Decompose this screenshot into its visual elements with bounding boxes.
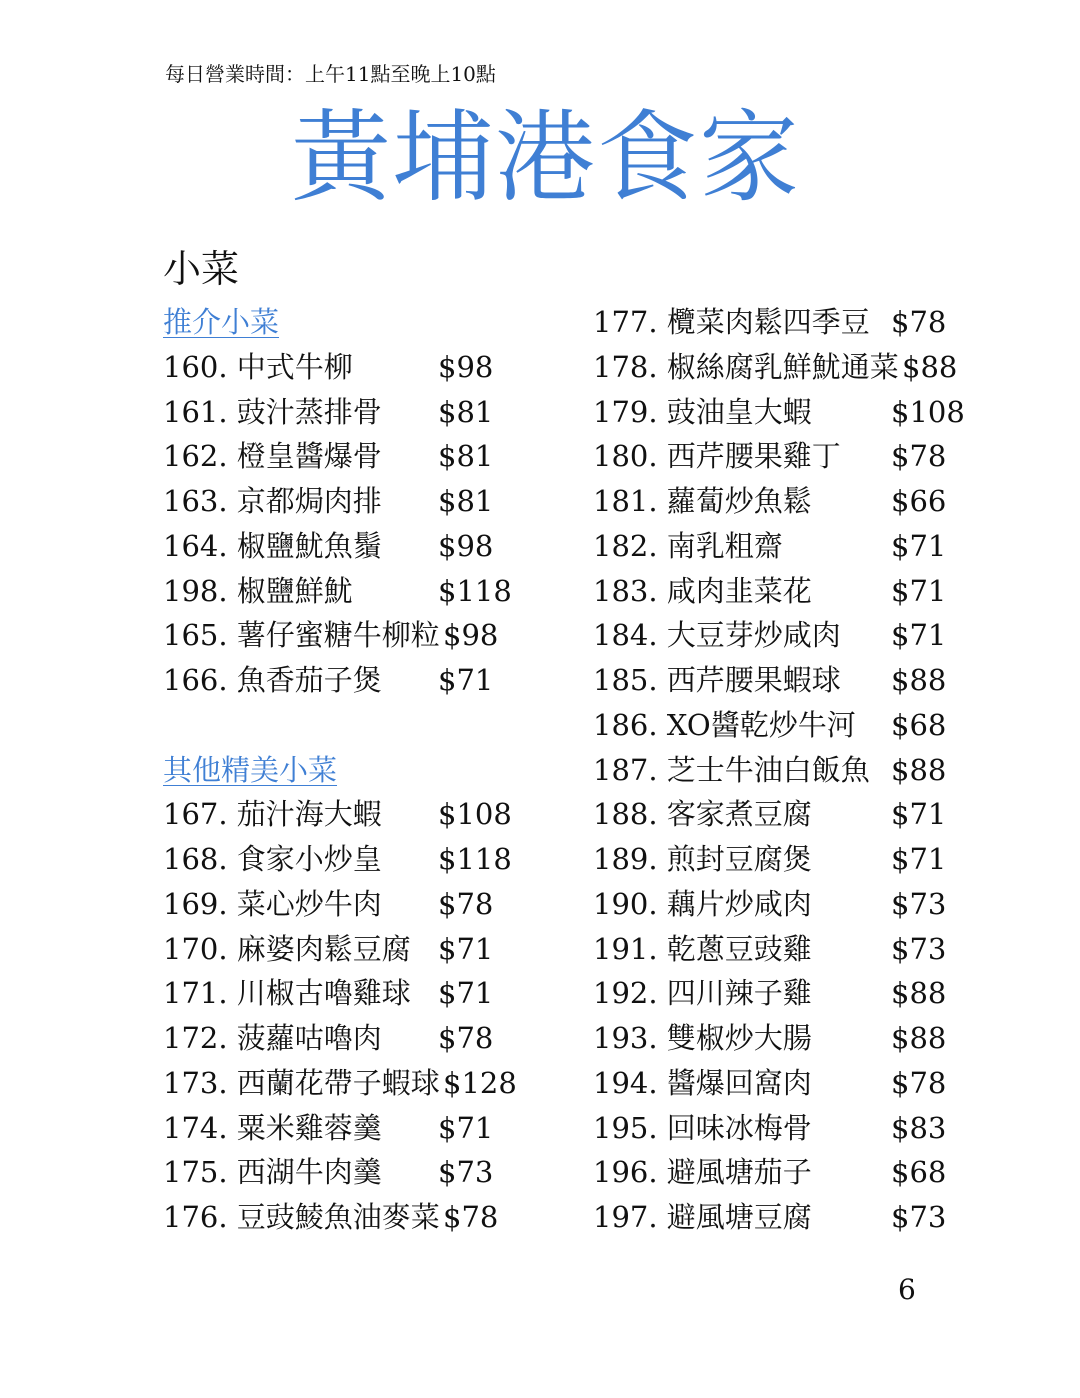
item-name: 蘿蔔炒魚鬆 [666, 484, 812, 518]
menu-item [593, 1061, 1013, 1106]
menu-item [593, 1106, 1013, 1151]
item-price: $71 [891, 797, 947, 832]
item-number: 187. [593, 752, 658, 787]
item-price: $88 [891, 663, 947, 697]
item-number: 173. [163, 1065, 228, 1100]
menu-item [163, 792, 563, 837]
menu-item [593, 837, 1013, 882]
item-name: 四川辣子雞 [666, 976, 812, 1011]
item-number: 175. [163, 1155, 228, 1190]
item-price: $78 [443, 1200, 499, 1234]
item-number: 163. [163, 484, 228, 518]
page-number: 6 [898, 1273, 916, 1306]
item-name: 菠蘿咕嚕肉 [236, 1021, 382, 1055]
item-name: 西芹腰果蝦球 [666, 663, 841, 697]
item-number: 177. [593, 305, 658, 339]
item-number: 167. [163, 797, 228, 832]
item-number: 186. [593, 707, 658, 742]
section-title: 小菜 [163, 247, 240, 291]
item-price: $68 [891, 1155, 947, 1190]
item-name: 大豆芽炒咸肉 [666, 618, 841, 653]
item-name: 回味冰梅骨 [666, 1110, 812, 1145]
item-number: 194. [593, 1065, 658, 1100]
menu-item [593, 524, 1013, 569]
item-name: 川椒古嚕雞球 [236, 976, 411, 1011]
item-name: 煎封豆腐煲 [666, 842, 812, 876]
item-price: $88 [902, 349, 958, 384]
item-number: 170. [163, 931, 228, 966]
item-number: 166. [163, 663, 228, 697]
menu-item [163, 613, 563, 658]
item-price: $108 [438, 797, 512, 832]
item-number: 191. [593, 931, 658, 966]
item-number: 168. [163, 842, 228, 876]
item-price: $78 [891, 1065, 947, 1100]
item-number: 185. [593, 663, 658, 697]
item-name: 咸肉韭菜花 [666, 573, 812, 608]
item-name: 豉油皇大蝦 [666, 394, 812, 429]
item-name: 椒鹽魷魚鬚 [236, 528, 382, 563]
item-number: 182. [593, 528, 658, 563]
item-name: 醬爆回窩肉 [666, 1065, 812, 1100]
menu-column-right [593, 300, 1013, 1240]
menu-item [163, 390, 563, 435]
item-number: 160. [163, 349, 228, 384]
item-price: $71 [438, 1110, 494, 1145]
menu-item [593, 613, 1013, 658]
item-name: 麻婆肉鬆豆腐 [236, 931, 411, 966]
item-price: $88 [891, 752, 947, 787]
menu-item [593, 300, 1013, 345]
item-number: 184. [593, 618, 658, 653]
item-number: 197. [593, 1200, 658, 1234]
item-number: 178. [593, 349, 658, 384]
item-name: 椒鹽鮮魷 [236, 573, 353, 608]
item-price: $78 [891, 439, 947, 474]
item-number: 181. [593, 484, 658, 518]
item-number: 189. [593, 842, 658, 876]
menu-item [163, 345, 563, 390]
item-price: $71 [438, 931, 494, 966]
item-number: 174. [163, 1110, 228, 1145]
menu-item [163, 1106, 563, 1151]
item-name: 椒絲腐乳鮮魷通菜 [666, 349, 899, 384]
item-name: 茄汁海大蝦 [236, 797, 382, 832]
menu-item [593, 882, 1013, 927]
item-name: 薯仔蜜糖牛柳粒 [236, 618, 440, 653]
item-price: $88 [891, 976, 947, 1011]
item-name: 粟米雞蓉羹 [236, 1110, 382, 1145]
item-price: $71 [891, 573, 947, 608]
item-number: 198. [163, 573, 228, 608]
item-name: 避風塘豆腐 [666, 1200, 812, 1234]
menu-item [163, 837, 563, 882]
item-price: $88 [891, 1021, 947, 1055]
item-name: 西芹腰果雞丁 [666, 439, 841, 474]
item-number: 192. [593, 976, 658, 1011]
item-price: $78 [438, 886, 494, 921]
item-number: 190. [593, 886, 658, 921]
item-price: $66 [891, 484, 947, 518]
menu-item [593, 390, 1013, 435]
item-number: 176. [163, 1200, 228, 1234]
item-price: $71 [891, 618, 947, 653]
item-price: $78 [438, 1021, 494, 1055]
menu-item [593, 479, 1013, 524]
item-price: $98 [443, 618, 499, 653]
menu-item [163, 1195, 563, 1240]
menu-item [593, 569, 1013, 614]
item-price: $81 [438, 439, 494, 474]
item-number: 183. [593, 573, 658, 608]
menu-column-left [163, 300, 563, 1240]
menu-item [163, 882, 563, 927]
item-name: 食家小炒皇 [236, 842, 382, 876]
item-price: $73 [438, 1155, 494, 1190]
item-number: 195. [593, 1110, 658, 1145]
menu-item [163, 927, 563, 972]
menu-item [593, 1150, 1013, 1195]
menu-item [163, 1016, 563, 1061]
menu-item [163, 569, 563, 614]
item-name: 豆豉鯪魚油麥菜 [236, 1200, 440, 1234]
item-number: 179. [593, 394, 658, 429]
menu-item [163, 434, 563, 479]
item-name: 西湖牛肉羹 [236, 1155, 382, 1190]
item-price: $81 [438, 394, 494, 429]
menu-item [593, 1016, 1013, 1061]
item-price: $73 [891, 1200, 947, 1234]
menu-item [163, 524, 563, 569]
menu-item [593, 1195, 1013, 1240]
menu-item [593, 434, 1013, 479]
item-number: 165. [163, 618, 228, 653]
item-price: $128 [443, 1065, 517, 1100]
item-name: 雙椒炒大腸 [666, 1021, 812, 1055]
item-name: 避風塘茄子 [666, 1155, 812, 1190]
item-price: $118 [438, 842, 512, 876]
item-price: $73 [891, 886, 947, 921]
item-name: 魚香茄子煲 [236, 663, 382, 697]
item-price: $118 [438, 573, 512, 608]
item-price: $71 [891, 842, 947, 876]
menu-item [593, 927, 1013, 972]
item-name: 京都焗肉排 [236, 484, 382, 518]
menu-item [593, 658, 1013, 703]
menu-item [163, 1150, 563, 1195]
item-price: $81 [438, 484, 494, 518]
item-name: 豉汁蒸排骨 [236, 394, 382, 429]
item-price: $73 [891, 931, 947, 966]
item-name: 菜心炒牛肉 [236, 886, 382, 921]
item-name: 西蘭花帶子蝦球 [236, 1065, 440, 1100]
subsection-heading: 其他精美小菜 [163, 752, 338, 787]
item-number: 162. [163, 439, 228, 474]
item-name: 欖菜肉鬆四季豆 [666, 305, 870, 339]
item-number: 172. [163, 1021, 228, 1055]
item-number: 193. [593, 1021, 658, 1055]
menu-item [593, 703, 1013, 748]
menu-item [163, 658, 563, 703]
item-name: 南乳粗齋 [666, 528, 783, 563]
item-number: 196. [593, 1155, 658, 1190]
item-price: $108 [891, 394, 965, 429]
item-number: 161. [163, 394, 228, 429]
menu-item [163, 1061, 563, 1106]
item-number: 188. [593, 797, 658, 832]
item-number: 180. [593, 439, 658, 474]
item-name: 客家煮豆腐 [666, 797, 812, 832]
item-name: 藕片炒咸肉 [666, 886, 812, 921]
item-name: 乾蔥豆豉雞 [666, 931, 812, 966]
business-hours: 每日營業時間：上午11點至晚上10點 [165, 62, 496, 86]
item-number: 169. [163, 886, 228, 921]
item-price: $83 [891, 1110, 947, 1145]
menu-item [163, 971, 563, 1016]
item-number: 171. [163, 976, 228, 1011]
menu-item [593, 971, 1013, 1016]
restaurant-name: 黃埔港食家 [291, 99, 801, 216]
item-price: $98 [438, 528, 494, 563]
item-price: $71 [891, 528, 947, 563]
item-price: $98 [438, 349, 494, 384]
item-price: $78 [891, 305, 947, 339]
item-number: 164. [163, 528, 228, 563]
menu-item [593, 748, 1013, 793]
item-name: 橙皇醬爆骨 [236, 439, 382, 474]
menu-item [593, 345, 1013, 390]
menu-item [593, 792, 1013, 837]
item-name: 芝士牛油白飯魚 [666, 752, 870, 787]
item-name: XO醬乾炒牛河 [666, 707, 856, 742]
item-price: $68 [891, 707, 947, 742]
item-name: 中式牛柳 [236, 349, 353, 384]
item-price: $71 [438, 976, 494, 1011]
subsection-heading: 推介小菜 [163, 305, 280, 339]
spacer [163, 703, 563, 748]
item-price: $71 [438, 663, 494, 697]
menu-item [163, 479, 563, 524]
